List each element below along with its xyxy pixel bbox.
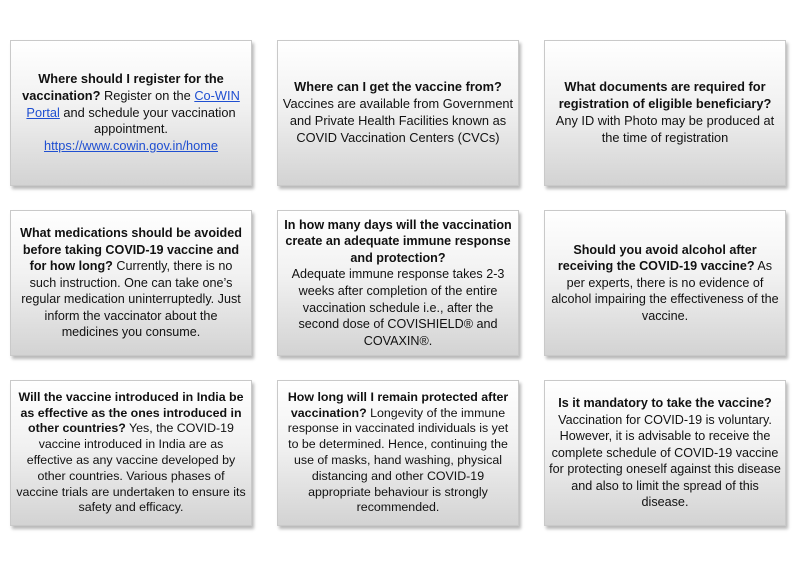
faq-answer: Register on the [100, 87, 195, 103]
faq-answer: Adequate immune response takes 2-3 weeks after completion of the entire vaccination schedule i.e., after the second dose of COVISHIELD® and COVAXIN®. [291, 267, 505, 348]
faq-card-text [282, 217, 514, 350]
faq-answer: Currently, there is no such instruction. One can take one’s regular medication uninterruptedly. Just inform the vaccinator about the medicines you consume. [21, 259, 241, 340]
faq-question: In how many days will the vaccination create an adequate immune response and protection? [284, 217, 512, 265]
cowin-portal-link[interactable]: Co-WIN Portal [26, 87, 240, 120]
faq-question: What documents are required for registration of eligible beneficiary? [558, 79, 772, 112]
faq-answer: Vaccines are available from Government and Private Health Facilities known as COVID Vaccination Centers (CVCs) [282, 96, 514, 145]
faq-card-where-vaccine [277, 40, 519, 186]
faq-answer: Any ID with Photo may be produced at the time of registration [555, 113, 775, 145]
faq-card-text [549, 395, 781, 511]
faq-question: How long will I remain protected after vaccination? [287, 389, 509, 420]
faq-card-register [10, 40, 252, 186]
faq-card-text [15, 71, 247, 155]
faq-card-documents [544, 40, 786, 186]
faq-card-text [15, 225, 247, 341]
faq-answer: Yes, the COVID-19 vaccine introduced in India are as effective as any vaccine developed by other countries. Various phases of vaccine trials are undertaken to ensure its safety and efficacy. [16, 421, 246, 515]
faq-card-mandatory [544, 380, 786, 526]
faq-question: Is it mandatory to take the vaccine? [558, 395, 772, 410]
faq-question: Where can I get the vaccine from? [294, 79, 502, 95]
faq-question: Should you avoid alcohol after receiving the COVID-19 vaccine? [557, 242, 757, 274]
faq-answer-continued: and schedule your vaccination appointment. [59, 104, 236, 137]
faq-question: Where should I register for the vaccination? [22, 71, 224, 103]
faq-card-protection-duration [277, 380, 519, 526]
faq-question: What medications should be avoided before taking COVID-19 vaccine and for how long? [20, 225, 242, 274]
faq-card-effectiveness [10, 380, 252, 526]
cowin-url-link[interactable]: https://www.cowin.gov.in/home [43, 138, 219, 154]
faq-card-immune-response [277, 210, 519, 356]
faq-card-alcohol [544, 210, 786, 356]
faq-card-text [282, 390, 514, 516]
faq-card-text [549, 242, 781, 325]
faq-card-text [549, 79, 781, 146]
faq-card-medications [10, 210, 252, 356]
faq-answer: Longevity of the immune response in vaccinated individuals is yet to be determined. Hence, continuing the use of masks, hand washing, physical distancing and other COVID-19 appropriate behaviour is strongly recommended. [287, 405, 509, 515]
faq-question: Will the vaccine introduced in India be as effective as the ones introduced in other countries? [18, 389, 244, 436]
faq-answer: Vaccination for COVID-19 is voluntary. However, it is advisable to receive the complete schedule of COVID-19 vaccine for protecting oneself against this disease and also to limit the spread of this disease. [549, 412, 781, 510]
faq-answer: As per experts, there is no evidence of alcohol impairing the effectiveness of the vaccine. [551, 259, 779, 323]
faq-card-text [15, 390, 247, 516]
faq-card-text [282, 79, 514, 146]
